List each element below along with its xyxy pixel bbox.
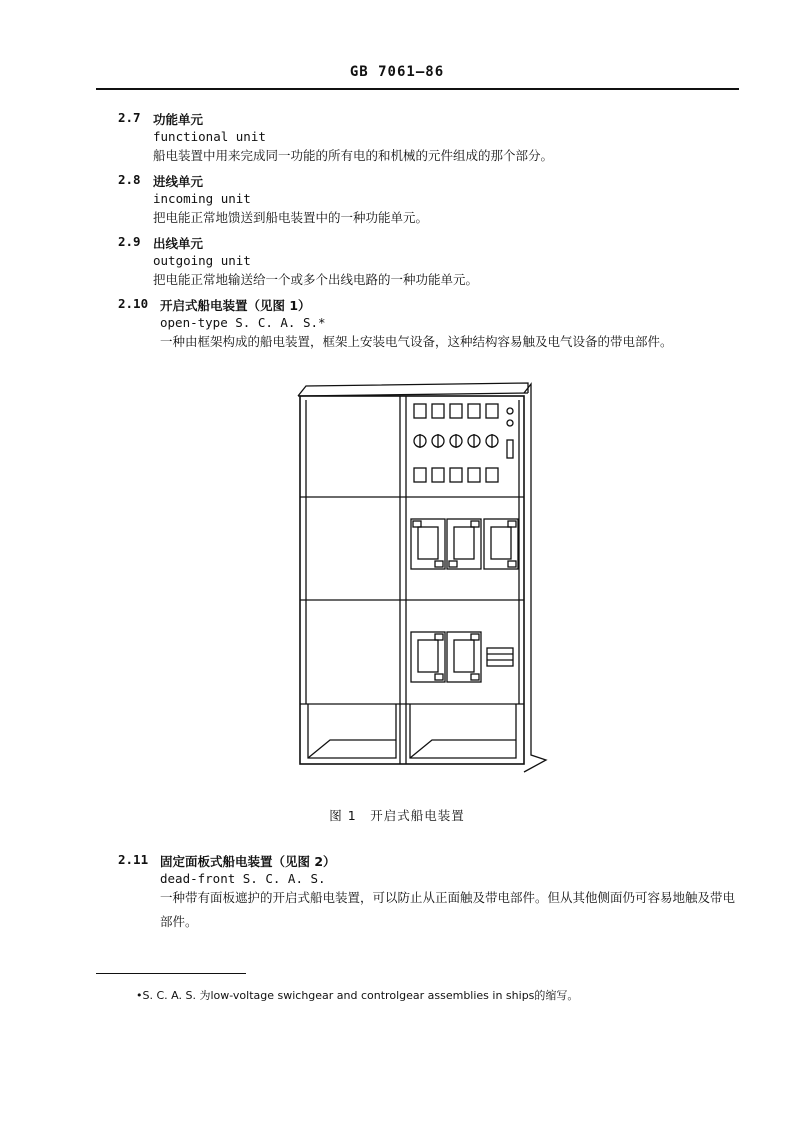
base-right-frame	[410, 704, 516, 758]
entry-term: 进线单元	[153, 174, 204, 189]
breaker-unit	[447, 632, 481, 682]
base-right-brace	[410, 740, 516, 758]
entry-term: 出线单元	[153, 236, 204, 251]
base-left-frame	[308, 704, 396, 758]
entry-definition: 一种带有面板遮护的开启式船电装置，可以防止从正面触及带电部件。但从其他侧面仍可容易地触及带电部件。	[160, 890, 736, 929]
entry-number: 2.9	[118, 234, 141, 249]
footnote-rule	[96, 973, 246, 974]
indicator-lamp	[507, 408, 513, 414]
selector-strip	[507, 440, 513, 458]
rotary-switch-row	[414, 434, 498, 448]
terminal-block	[487, 648, 513, 666]
meter-row-top	[414, 404, 498, 418]
breaker-unit	[411, 519, 445, 569]
entry-english-term: dead-front S. C. A. S.	[160, 871, 326, 886]
entry-definition: 把电能正常地馈送到船电装置中的一种功能单元。	[153, 210, 429, 225]
entry-number: 2.7	[118, 110, 141, 125]
entry-english-term: functional unit	[153, 129, 266, 144]
page-header: GB 7061—86	[349, 64, 445, 80]
entry-english-term: outgoing unit	[153, 253, 251, 268]
indicator-lamp	[507, 420, 513, 426]
entry-definition: 把电能正常地输送给一个或多个出线电路的一种功能单元。	[153, 272, 479, 287]
entry-english-term: incoming unit	[153, 191, 251, 206]
entry-definition: 船电装置中用来完成同一功能的所有电的和机械的元件组成的那个部分。	[153, 148, 554, 163]
frame-outline	[300, 396, 524, 764]
base-left-brace	[308, 740, 396, 758]
entry-number: 2.8	[118, 172, 141, 187]
footnote: •S. C. A. S. 为low-voltage swichgear and controlgear assemblies in ships的缩写。	[136, 989, 579, 1002]
entry-term: 功能单元	[153, 112, 204, 127]
figure-caption: 图 1 开启式船电装置	[329, 808, 465, 823]
entry-term: 开启式船电装置（见图 1）	[160, 298, 311, 313]
entry-number: 2.11	[118, 852, 149, 867]
entry-number: 2.10	[118, 296, 149, 311]
breaker-unit	[484, 519, 518, 569]
entry-english-term: open-type S. C. A. S.*	[160, 315, 326, 330]
frame-side-depth	[524, 384, 546, 772]
meter-row-bottom	[414, 468, 498, 482]
breaker-unit	[411, 632, 445, 682]
entry-term: 固定面板式船电装置（见图 2）	[160, 854, 336, 869]
entry-definition: 一种由框架构成的船电装置，框架上安装电气设备，这种结构容易触及电气设备的带电部件。	[160, 334, 673, 349]
breaker-unit	[447, 519, 481, 569]
